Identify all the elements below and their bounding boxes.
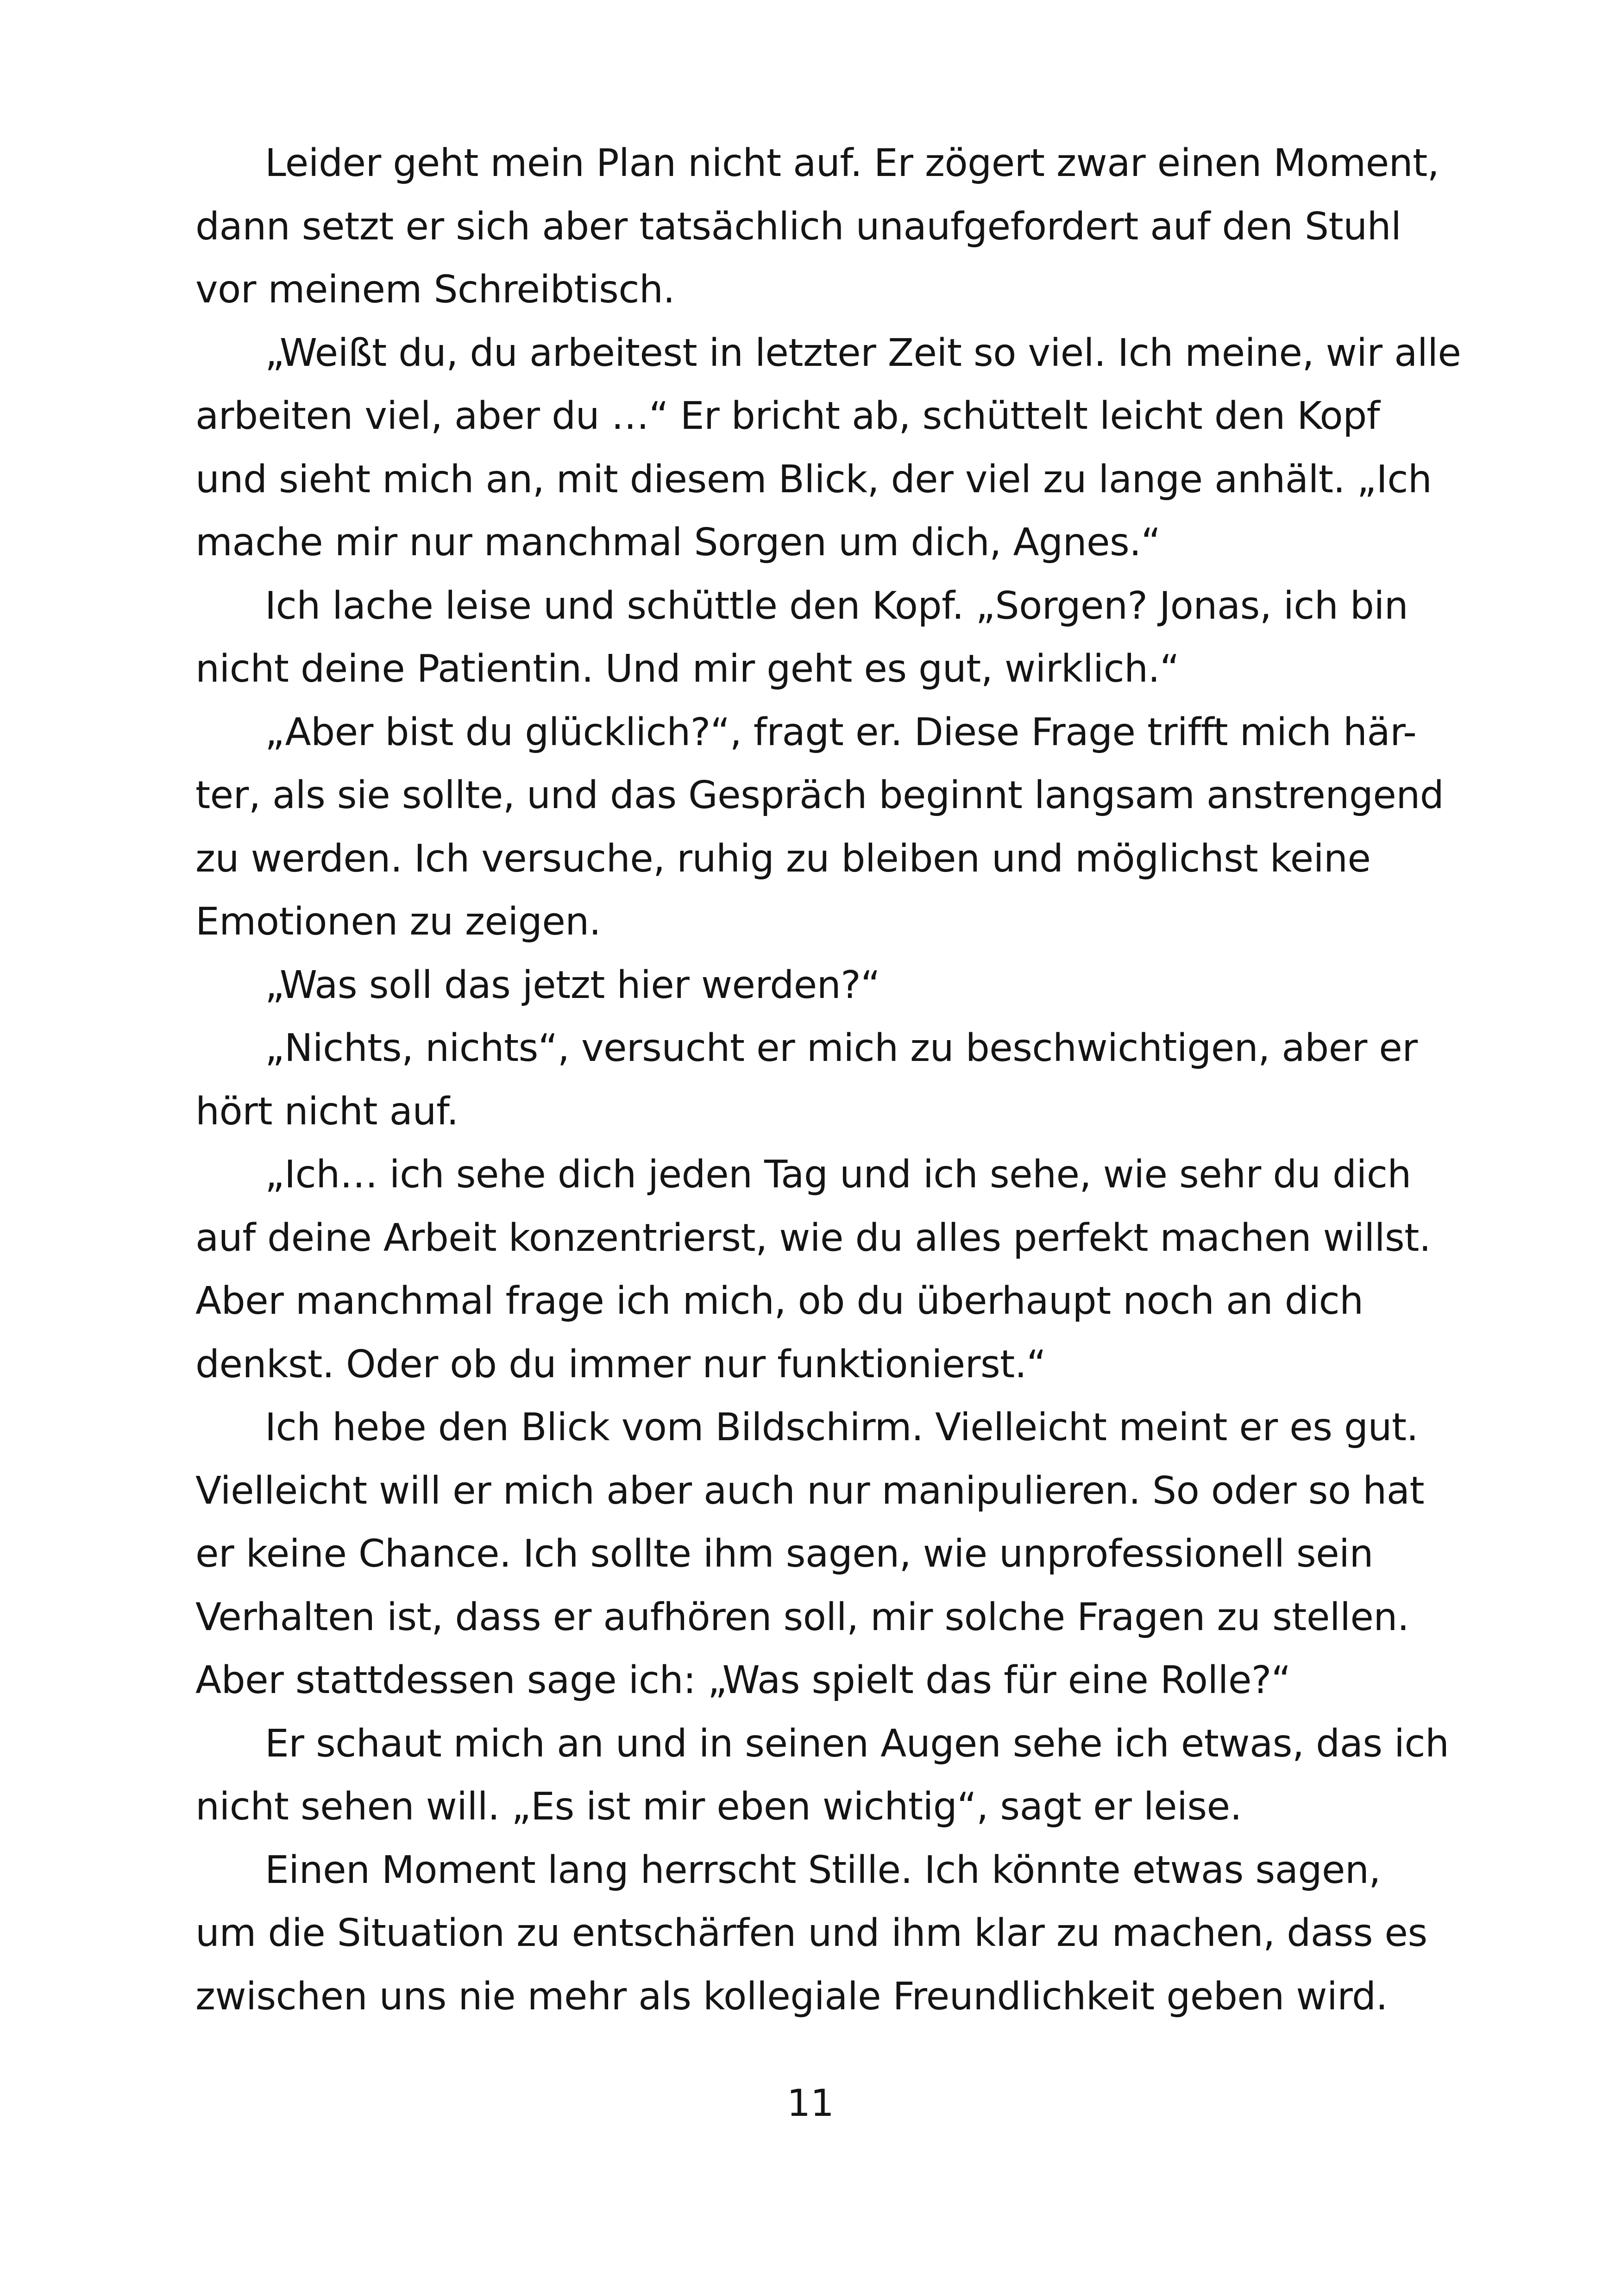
paragraph — [195, 1839, 1474, 2029]
text-line: Verhalten ist, dass er aufhören soll, mir solche Fragen zu stellen. — [195, 1595, 1409, 1639]
paragraph — [195, 1396, 1474, 1713]
text-line: nicht sehen will. „Es ist mir eben wichtig“, sagt er leise. — [195, 1785, 1242, 1829]
text-line: dann setzt er sich aber tatsächlich unaufgefordert auf den Stuhl — [195, 204, 1401, 249]
text-line: „Weißt du, du arbeitest in letzter Zeit so viel. Ich meine, wir alle — [265, 331, 1461, 375]
paragraph — [195, 954, 1474, 1017]
text-line: zu werden. Ich versuche, ruhig zu bleiben und möglichst keine — [195, 836, 1371, 881]
text-line: Er schaut mich an und in seinen Augen sehe ich etwas, das ich — [265, 1721, 1449, 1766]
text-line: Vielleicht will er mich aber auch nur manipulieren. So oder so hat — [195, 1468, 1425, 1513]
text-line: Aber manchmal frage ich mich, ob du überhaupt noch an dich — [195, 1279, 1363, 1323]
text-line: denkst. Oder ob du immer nur funktionierst.“ — [195, 1342, 1046, 1386]
paragraph — [195, 1017, 1474, 1143]
text-line: arbeiten viel, aber du …“ Er bricht ab, schüttelt leicht den Kopf — [195, 394, 1380, 438]
text-line: Einen Moment lang herrscht Stille. Ich könnte etwas sagen, — [265, 1848, 1381, 1892]
text-line: Emotionen zu zeigen. — [195, 900, 601, 944]
text-line: nicht deine Patientin. Und mir geht es gut, wirklich.“ — [195, 647, 1180, 691]
text-line: auf deine Arbeit konzentrierst, wie du alles perfekt machen willst. — [195, 1216, 1431, 1260]
text-line: hört nicht auf. — [195, 1089, 459, 1134]
paragraph — [195, 1713, 1474, 1839]
text-line: er keine Chance. Ich sollte ihm sagen, wie unprofessionell sein — [195, 1532, 1373, 1576]
page-number: 11 — [787, 2082, 834, 2125]
text-line: Aber stattdessen sage ich: „Was spielt das für eine Rolle?“ — [195, 1658, 1291, 1702]
text-line: und sieht mich an, mit diesem Blick, der viel zu lange anhält. „Ich — [195, 457, 1432, 502]
text-line: vor meinem Schreibtisch. — [195, 268, 675, 312]
text-line: „Was soll das jetzt hier werden?“ — [265, 963, 880, 1007]
body-text — [195, 132, 1474, 2028]
paragraph — [195, 701, 1474, 954]
text-line: „Nichts, nichts“, versucht er mich zu beschwichtigen, aber er — [265, 1026, 1418, 1070]
paragraph — [195, 322, 1474, 575]
paragraph — [195, 575, 1474, 701]
text-line: Leider geht mein Plan nicht auf. Er zögert zwar einen Moment, — [265, 141, 1439, 185]
paragraph — [195, 132, 1474, 322]
text-line: mache mir nur manchmal Sorgen um dich, Agnes.“ — [195, 521, 1161, 565]
text-line: zwischen uns nie mehr als kollegiale Freundlichkeit geben wird. — [195, 1974, 1388, 2019]
text-line: Ich hebe den Blick vom Bildschirm. Vielleicht meint er es gut. — [265, 1405, 1419, 1449]
text-line: „Ich… ich sehe dich jeden Tag und ich sehe, wie sehr du dich — [265, 1153, 1411, 1197]
text-line: um die Situation zu entschärfen und ihm klar zu machen, dass es — [195, 1911, 1427, 1955]
text-line: Ich lache leise und schüttle den Kopf. „Sorgen? Jonas, ich bin — [265, 583, 1408, 628]
text-line: ter, als sie sollte, und das Gespräch beginnt langsam anstrengend — [195, 773, 1444, 817]
paragraph — [195, 1143, 1474, 1396]
text-line: „Aber bist du glücklich?“, fragt er. Diese Frage trifft mich här- — [265, 710, 1417, 754]
